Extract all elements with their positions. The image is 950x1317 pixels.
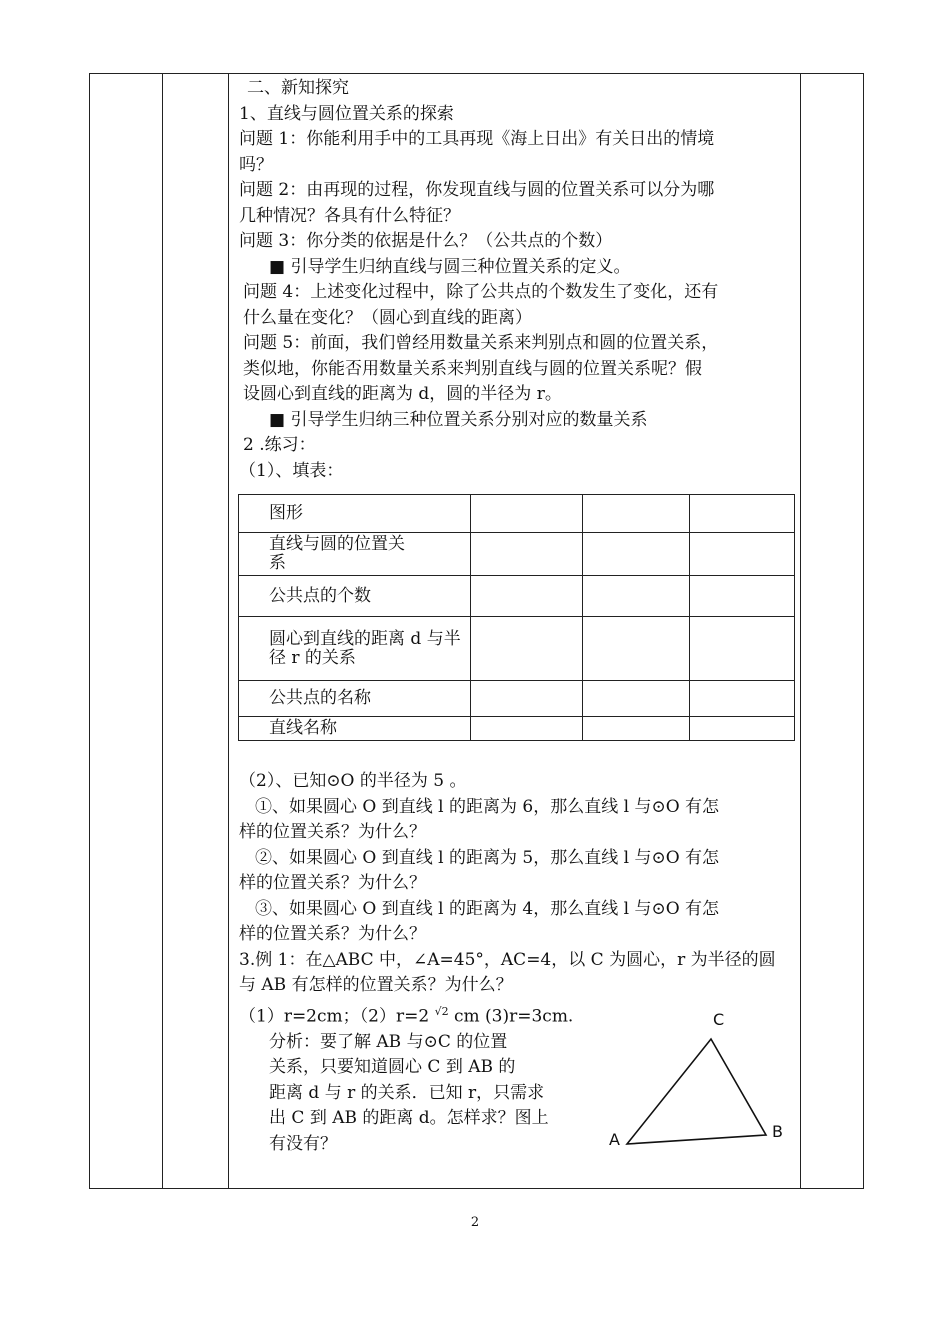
practice-heading: 2 .练习： <box>243 435 316 455</box>
triangle-shape <box>627 1039 766 1144</box>
example-1-line-1: 3.例 1：在△ABC 中，∠A=45°，AC=4，以 C 为圆心，r 为半径的圆 <box>239 949 776 970</box>
question-4-line-1: 问题 4：上述变化过程中，除了公共点的个数发生了变化，还有 <box>243 282 719 302</box>
question-2-line-2: 几种情况？各具有什么特征？ <box>239 205 460 226</box>
question-1-line-2: 吗？ <box>239 154 273 175</box>
blank-cell[interactable] <box>582 576 689 617</box>
exercise-2-title: （2）、已知⊙O 的半径为 5 。 <box>239 771 467 791</box>
triangle-abc-figure <box>600 1005 800 1155</box>
analysis-line-5: 有没有？ <box>269 1133 337 1154</box>
blank-cell[interactable] <box>690 717 795 741</box>
blank-cell[interactable] <box>470 533 582 576</box>
analysis-line-1: 分析：要了解 AB 与⊙C 的位置 <box>269 1031 508 1052</box>
analysis-line-2: 关系，只要知道圆心 C 到 AB 的 <box>269 1057 516 1078</box>
question-3: 问题 3：你分类的依据是什么？（公共点的个数） <box>239 231 613 251</box>
table-row <box>239 681 795 717</box>
spacer <box>239 741 795 769</box>
column-divider <box>162 74 163 1188</box>
analysis-line-4: 出 C 到 AB 的距离 d。怎样求？图上 <box>269 1108 549 1129</box>
row-label: 公共点的名称 <box>239 681 471 717</box>
question-5-line-1: 问题 5：前面，我们曾经用数量关系来判别点和圆的位置关系， <box>243 333 719 353</box>
table-row <box>239 495 795 533</box>
table-row <box>239 576 795 617</box>
blank-cell[interactable] <box>690 617 795 681</box>
row-label: 图形 <box>239 495 471 533</box>
exercise-2-item-1-line-2: 样的位置关系？为什么？ <box>239 822 426 842</box>
lesson-content <box>239 76 795 1157</box>
row-label: 直线名称 <box>239 717 471 741</box>
exercise-2-item-3-line-2: 样的位置关系？为什么？ <box>239 924 426 944</box>
cases-part-1: （1）r=2cm；（2）r=2 <box>239 1006 430 1027</box>
blank-cell[interactable] <box>582 533 689 576</box>
blank-cell[interactable] <box>470 617 582 681</box>
vertex-c-label: C <box>713 1010 725 1029</box>
vertex-a-label: A <box>609 1130 620 1149</box>
page-number: 2 <box>470 1215 480 1230</box>
blank-cell[interactable] <box>470 717 582 741</box>
table-row <box>239 533 795 576</box>
guide-note-1: ■ 引导学生归纳直线与圆三种位置关系的定义。 <box>269 256 631 277</box>
question-1-line-1: 问题 1：你能利用手中的工具再现《海上日出》有关日出的情境 <box>239 129 715 149</box>
blank-cell[interactable] <box>582 717 689 741</box>
fill-in-table <box>238 494 795 741</box>
question-2-line-1: 问题 2：由再现的过程，你发现直线与圆的位置关系可以分为哪 <box>239 180 715 200</box>
blank-cell[interactable] <box>582 617 689 681</box>
fill-table-title: （1）、填表： <box>239 460 344 481</box>
blank-cell[interactable] <box>690 495 795 533</box>
sqrt-two: √2 <box>434 1004 449 1018</box>
analysis-line-3: 距离 d 与 r 的关系．已知 r，只需求 <box>269 1082 545 1103</box>
row-label: 直线与圆的位置关系 <box>239 533 471 576</box>
vertex-b-label: B <box>772 1122 783 1141</box>
question-5-line-2: 类似地，你能否用数量关系来判别直线与圆的位置关系呢？假 <box>243 358 702 379</box>
subsection-title: 1、直线与圆位置关系的探索 <box>239 103 454 124</box>
exercise-2-item-1-line-1: ①、如果圆心 O 到直线 l 的距离为 6，那么直线 l 与⊙O 有怎 <box>255 796 720 817</box>
cases-part-2: cm (3)r=3cm. <box>448 1006 574 1027</box>
example-1-line-2: 与 AB 有怎样的位置关系？为什么？ <box>239 975 513 995</box>
blank-cell[interactable] <box>470 495 582 533</box>
exercise-2-item-2-line-2: 样的位置关系？为什么？ <box>239 873 426 893</box>
blank-cell[interactable] <box>690 533 795 576</box>
blank-cell[interactable] <box>470 576 582 617</box>
table-row <box>239 617 795 681</box>
exercise-2-item-3-line-1: ③、如果圆心 O 到直线 l 的距离为 4，那么直线 l 与⊙O 有怎 <box>255 898 720 919</box>
exercise-2-item-2-line-1: ②、如果圆心 O 到直线 l 的距离为 5，那么直线 l 与⊙O 有怎 <box>255 847 720 868</box>
section-heading: 二、新知探究 <box>247 78 349 98</box>
blank-cell[interactable] <box>582 495 689 533</box>
column-divider <box>800 74 801 1188</box>
table-row <box>239 717 795 741</box>
blank-cell[interactable] <box>582 681 689 717</box>
row-label: 公共点的个数 <box>239 576 471 617</box>
blank-cell[interactable] <box>690 681 795 717</box>
question-5-line-3: 设圆心到直线的距离为 d，圆的半径为 r。 <box>243 384 562 404</box>
blank-cell[interactable] <box>470 681 582 717</box>
question-4-line-2: 什么量在变化？（圆心到直线的距离） <box>243 307 532 328</box>
blank-cell[interactable] <box>690 576 795 617</box>
column-divider <box>228 74 229 1188</box>
guide-note-2: ■ 引导学生归纳三种位置关系分别对应的数量关系 <box>269 409 648 430</box>
row-label: 圆心到直线的距离 d 与半径 r 的关系 <box>239 617 471 681</box>
